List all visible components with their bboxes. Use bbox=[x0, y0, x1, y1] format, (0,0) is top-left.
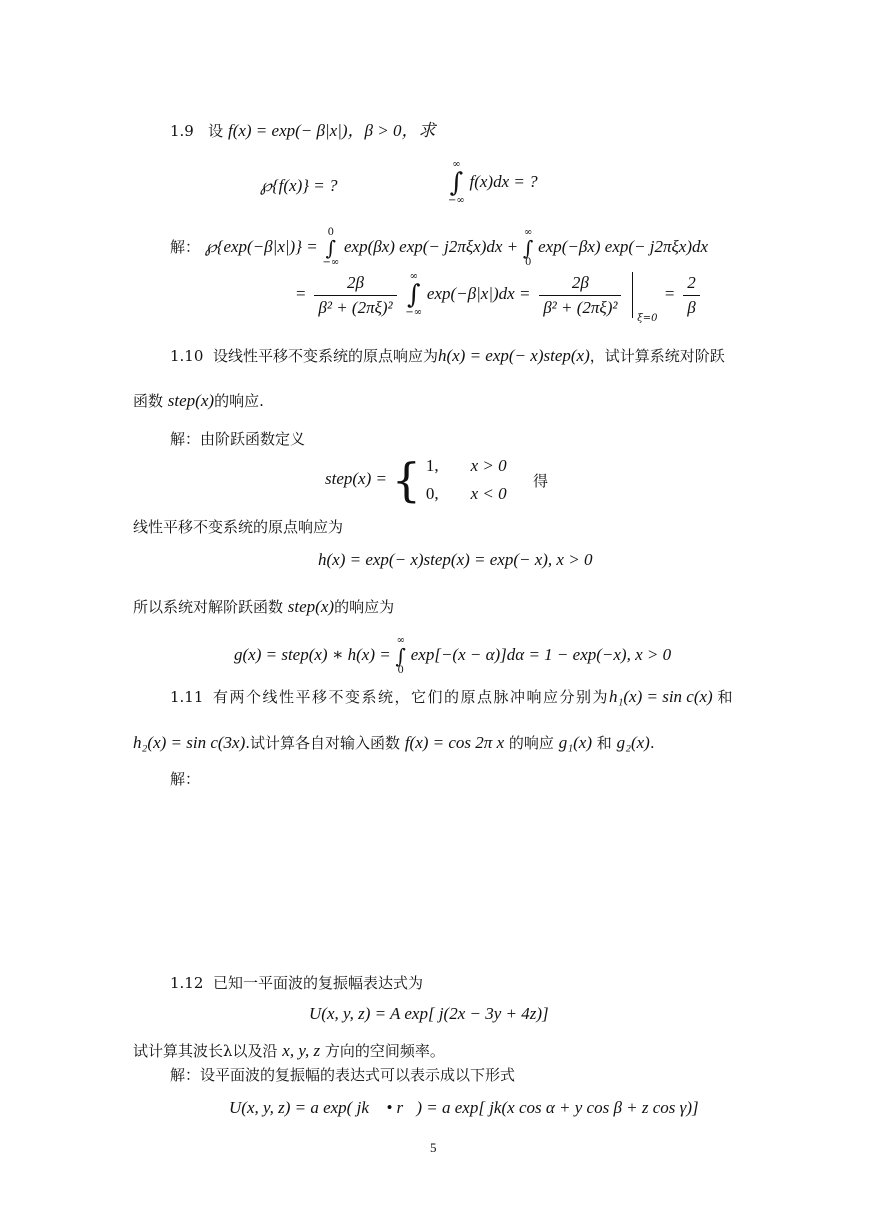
solution-label: 解： bbox=[170, 238, 201, 256]
integral-sign: ∞ ∫ 0 bbox=[522, 227, 534, 268]
problem-1-11-header bbox=[170, 686, 733, 707]
problem-text: ，试计算系统对阶跃 bbox=[589, 347, 725, 365]
so-text bbox=[133, 596, 394, 617]
left-brace: { bbox=[391, 453, 422, 507]
problem-text: 和 bbox=[717, 688, 733, 706]
problem-text: 的响应. bbox=[214, 392, 264, 410]
integrand: f(x)dx = ? bbox=[469, 172, 538, 191]
fraction: $\frac{2\beta}{\text{β² + (2πξ)²}}$ bbox=[539, 273, 621, 318]
h-equation: h(x) = exp(− x)step(x) = exp(− x), x > 0 bbox=[318, 550, 593, 569]
problem-1-12-line2 bbox=[133, 1040, 445, 1061]
step-definition bbox=[325, 452, 519, 508]
math-expr: ℘{exp(−β|x|)} = bbox=[204, 237, 318, 256]
integral-sign: 0 ∫ −∞ bbox=[322, 227, 340, 268]
problem-number: 1.12 bbox=[170, 974, 204, 992]
math-expr: h(x) = exp(− x)step(x) bbox=[437, 346, 590, 365]
math-expr: f(x) = cos 2π x bbox=[404, 733, 505, 752]
u-equation: U(x, y, z) = A exp[ j(2x − 3y + 4z)] bbox=[309, 1004, 549, 1023]
solution-1-9-line1 bbox=[170, 228, 708, 268]
solution-1-9-line2 bbox=[296, 271, 704, 324]
problem-1-10-header bbox=[170, 345, 725, 366]
math-expr: step(x) = bbox=[325, 469, 387, 488]
integral-sign: ∞ ∫ −∞ bbox=[448, 159, 465, 206]
cases-table: 1, x > 0 0, x < 0 bbox=[425, 456, 507, 503]
question-fourier: ℘{f(x)} = ? bbox=[260, 176, 338, 195]
problem-1-9-header bbox=[170, 116, 435, 141]
math-expr: x, y, z bbox=[282, 1041, 321, 1060]
problem-number: 1.10 bbox=[170, 347, 204, 365]
problem-text: 有两个线性平移不变系统，它们的原点脉冲响应分别为 bbox=[212, 688, 609, 706]
math-expr: exp(−βx) exp(− j2πξx)dx bbox=[538, 237, 709, 256]
math-expr: g₂(x) bbox=[616, 733, 650, 752]
de-char: 得 bbox=[533, 472, 549, 490]
math-expr: = bbox=[664, 284, 675, 303]
problem-number: 1.11 bbox=[170, 688, 204, 706]
math-expr: g₁(x) bbox=[558, 733, 592, 752]
problem-text: 的响应 bbox=[508, 734, 554, 752]
problem-text: 和 bbox=[596, 734, 612, 752]
math-expr: exp(βx) exp(− j2πξx)dx + bbox=[344, 237, 519, 256]
math-expr: g(x) = step(x) ∗ h(x) = bbox=[234, 645, 391, 664]
problem-text: 试计算其波长λ以及沿 bbox=[133, 1042, 278, 1060]
problem-text: .试计算各自对输入函数 bbox=[245, 734, 401, 752]
page-number: 5 bbox=[430, 1140, 437, 1155]
math-expr: h₂(x) = sin c(3x) bbox=[133, 733, 246, 752]
problem-text: 的响应为 bbox=[334, 598, 395, 616]
problem-1-12-header bbox=[170, 972, 423, 993]
math-expr: step(x) bbox=[167, 391, 215, 410]
math-expr: h₁(x) = sin c(x) bbox=[608, 687, 713, 706]
problem-1-10-line2 bbox=[133, 390, 264, 411]
solution-1-12-intro: 解：设平面波的复振幅的表达式可以表示成以下形式 bbox=[170, 1066, 516, 1084]
fraction: $\frac{2\beta}{\text{β² + (2πξ)²}}$ bbox=[314, 273, 396, 318]
problem-text: 设 bbox=[208, 122, 224, 140]
problem-text: . bbox=[649, 734, 655, 752]
question-integral bbox=[448, 160, 538, 206]
math-expr: f(x) = exp(− β|x|)，β > 0，求 bbox=[227, 121, 436, 140]
problem-text: 函数 bbox=[133, 392, 164, 410]
problem-text: 所以系统对解阶跃函数 bbox=[133, 598, 284, 616]
evaluation-bar: ξ=0 bbox=[632, 272, 633, 318]
math-expr: step(x) bbox=[287, 597, 335, 616]
problem-text: 已知一平面波的复振幅表达式为 bbox=[212, 974, 423, 992]
problem-1-11-line2 bbox=[133, 732, 655, 753]
problem-text: 设线性平移不变系统的原点响应为 bbox=[212, 347, 438, 365]
math-expr: exp(−β|x|)dx = bbox=[426, 284, 531, 303]
integral-sign: ∞ ∫ −∞ bbox=[405, 271, 423, 318]
fraction: $\frac{2}{\beta}$ bbox=[683, 273, 700, 318]
math-expr: exp[−(x − α)]dα = 1 − exp(−x), x > 0 bbox=[410, 645, 672, 664]
response-text: 线性平移不变系统的原点响应为 bbox=[133, 518, 344, 536]
problem-number: 1.9 bbox=[170, 122, 194, 140]
solution-1-10-intro: 解：由阶跃函数定义 bbox=[170, 430, 306, 448]
integral-sign: ∞ ∫ 0 bbox=[395, 635, 406, 676]
g-equation bbox=[234, 636, 671, 676]
problem-text: 方向的空间频率。 bbox=[324, 1042, 445, 1060]
math-expr: = bbox=[296, 284, 306, 303]
solution-1-11-label: 解： bbox=[170, 770, 201, 788]
u-general-equation: U(x, y, z) = a exp( jk⃗ • r⃗) = a exp[ jk(x cos α + y cos β + z cos γ)] bbox=[229, 1098, 699, 1117]
